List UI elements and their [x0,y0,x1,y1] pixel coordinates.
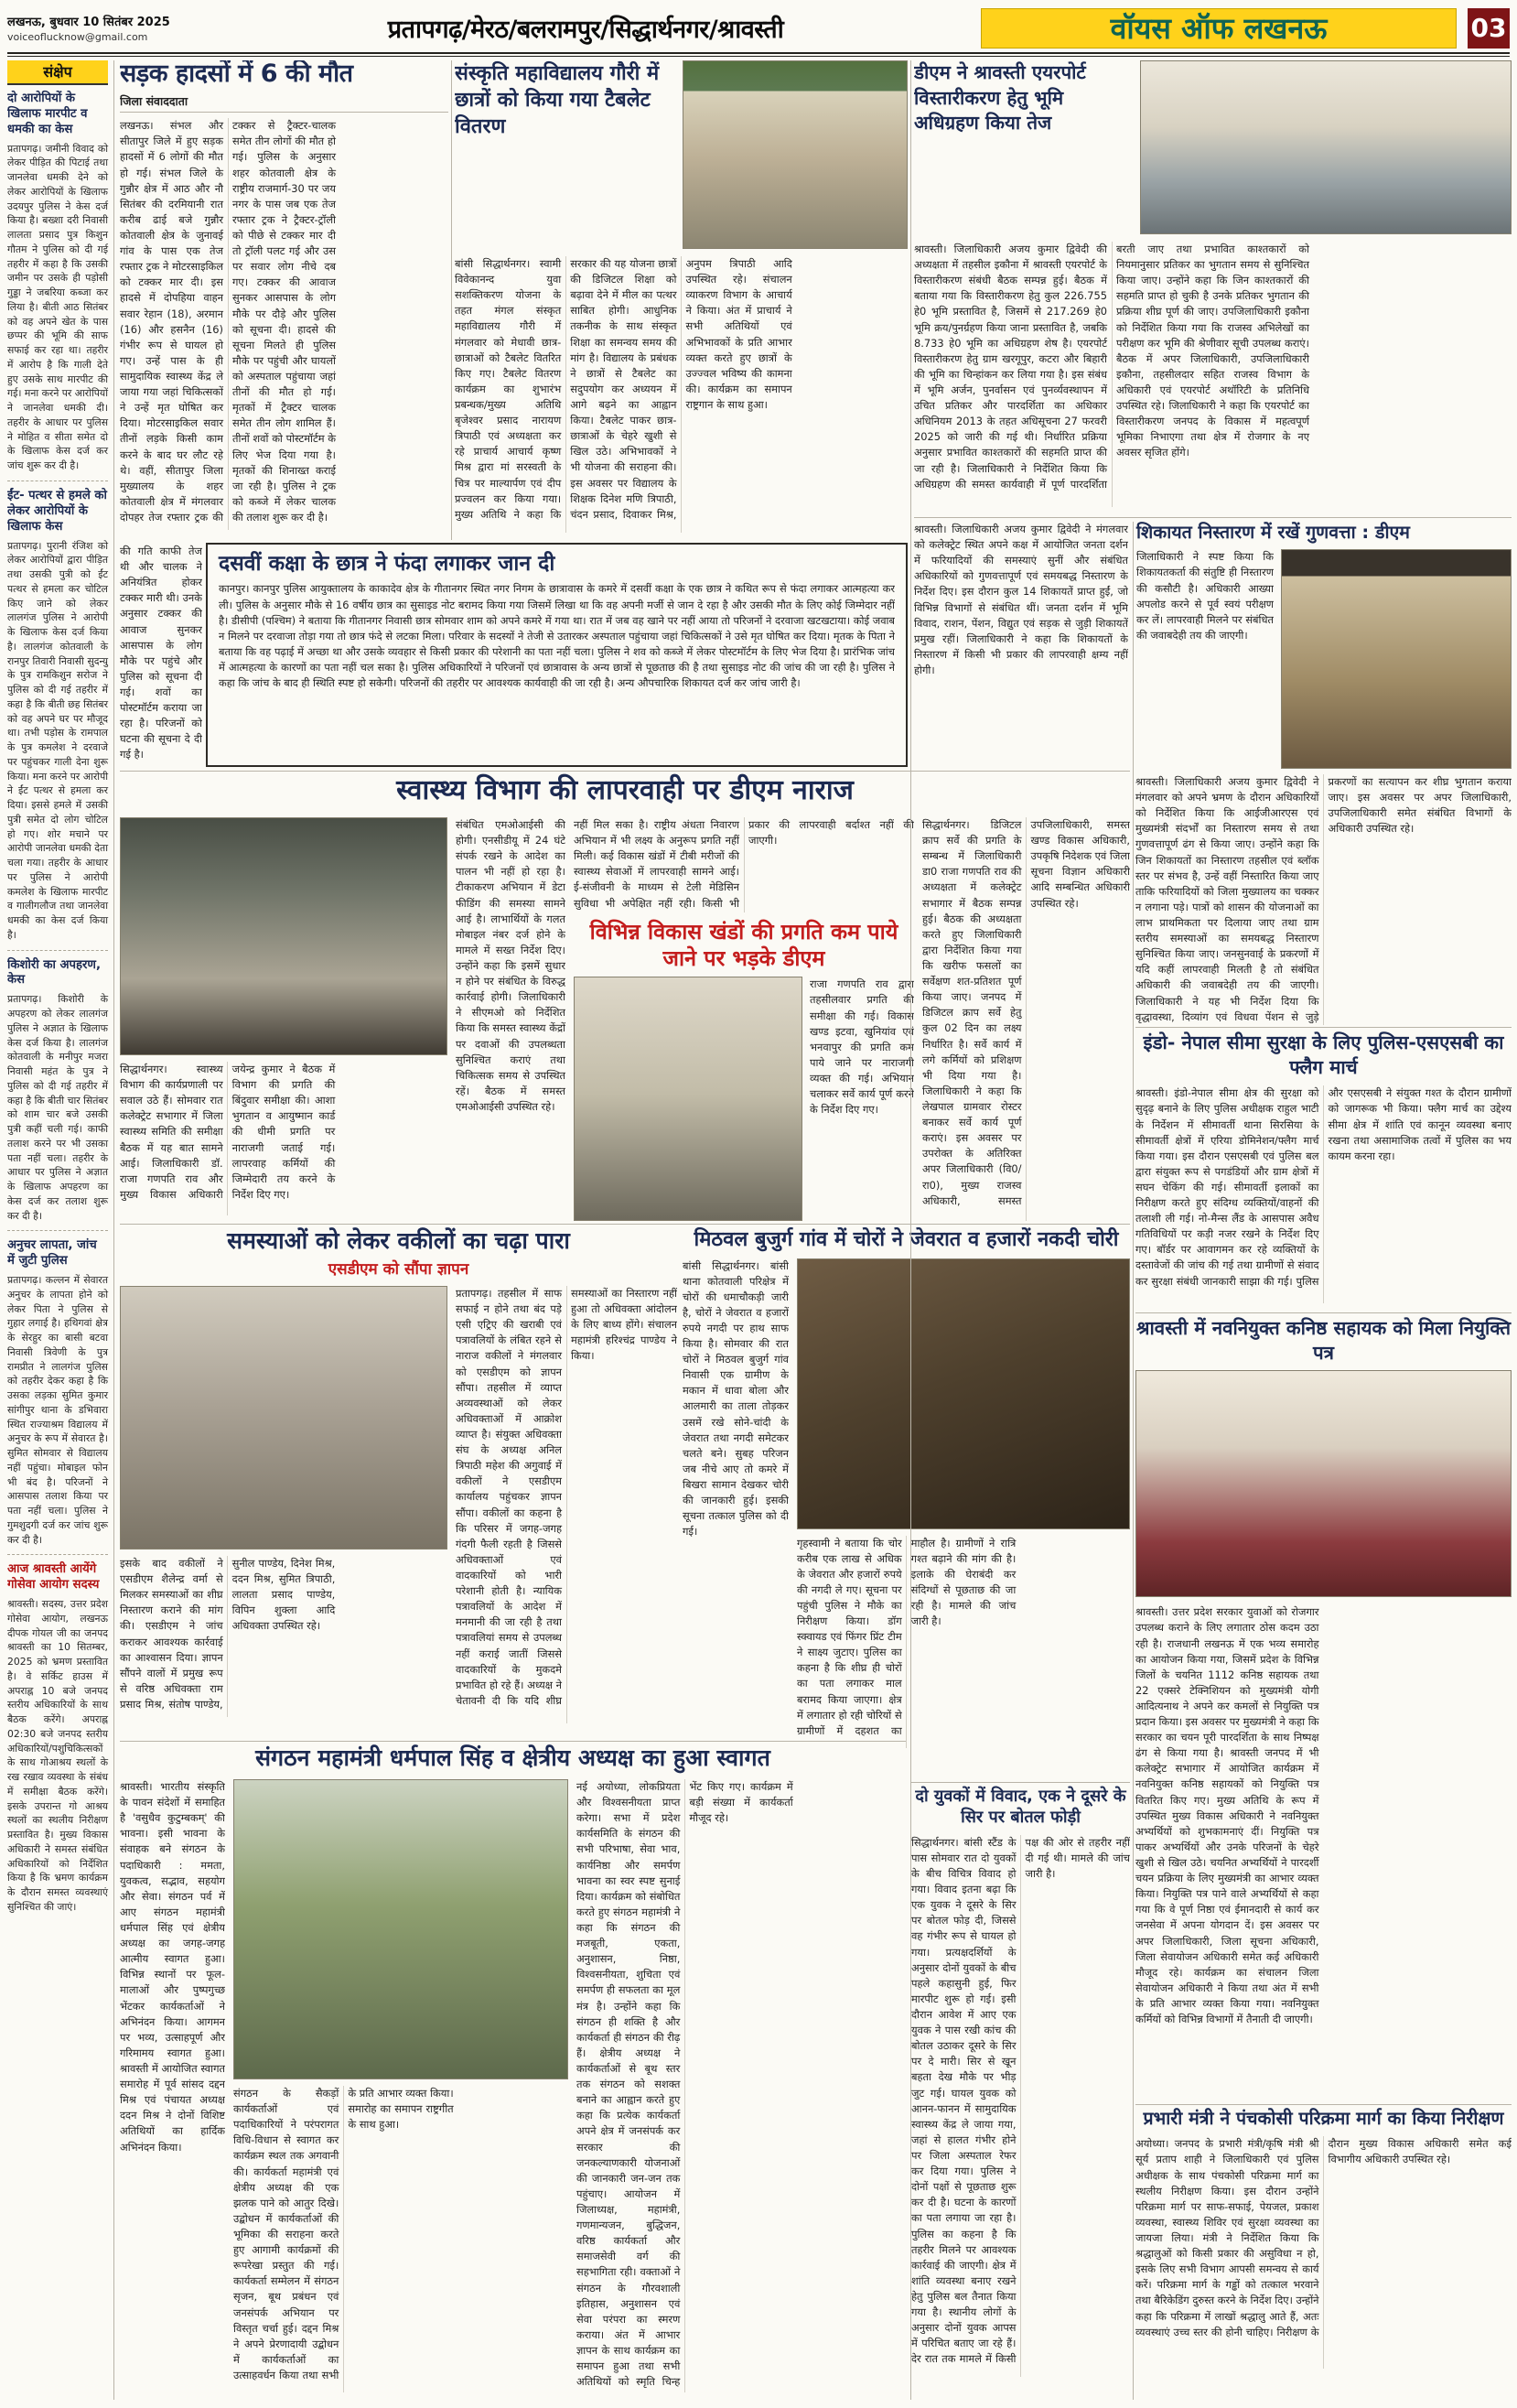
health-body-mid-column: संबंधित एमओआईसी की होगी। एनसीडीयू में 24 घंटे संपर्क रखने के आदेश का पालन भी नहीं हो रहा है। टीकाकरण अभियान में डेटा फीडिंग की समस्या सामने आई है। लाभार्थियों के गलत मोबाइल नंबर दर्ज होने के मामले में सख्त निर्देश दिए। उन्होंने कहा कि इसमें सुधार न होने पर संबंधित के विरुद्ध कार्रवाई होगी। जिलाधिकारी ने सीएमओ को निर्देशित किया कि समस्त स्वास्थ्य केंद्रों पर दवाओं की उपलब्धता सुनिश्चित कराएं तथा चिकित्सक समय से उपस्थित रहें। बैठक में समस्त एमओआईसी उपस्थित रहे। [456,818,565,1113]
brief-item [7,1562,108,1914]
theft-right-block [797,1258,1130,1748]
appointment-letter-photo [1135,1370,1512,1597]
brief-separator [7,950,108,951]
row-divider [120,1741,906,1742]
column-divider [451,60,452,540]
brief-item [7,1238,108,1547]
article-headline: श्रावस्ती में नवनियुक्त कनिष्ठ सहायक को मिला नियुक्ति पत्र [1135,1317,1511,1364]
welcome-mid-block [233,1779,568,2392]
article-minister-inspection [1135,2107,1512,2400]
article-headline: इंडो- नेपाल सीमा सुरक्षा के लिए पुलिस-एसएसबी का फ्लैग मार्च [1143,1031,1504,1078]
health-left-column [120,817,447,1221]
lawyers-body-right: प्रतापगढ़। तहसील में साफ सफाई न होने तथा बंद पड़े एसी एट्रिए की खराबी एवं पत्रावलियों के लंबित रहने से नाराज वकीलों ने मंगलवार को एसडीएम को ज्ञापन सौंपा। तहसील में व्याप्त अव्यवस्थाओं को लेकर अधिवक्ताओं में आक्रोश व्याप्त है। संयुक्त अधिवक्ता संघ के अध्यक्ष अनिल त्रिपाठी महेश की अगुवाई में वकीलों ने एसडीएम कार्यालय पहुंचकर ज्ञापन सौंपा। वकीलों का कहना है कि परिसर में जगह-जगह गंदगी फैली रहती है जिससे अधिवक्ताओं एवं वादकारियों को भारी परेशानी होती है। न्यायिक पत्रावलियों के आदेश में मनमानी की जा रही है तथा पत्रावलियां समय से उपलब्ध नहीं कराई जातीं जिससे वादकारियों के मुकदमे प्रभावित हो रहे हैं। अध्यक्ष ने चेतावनी दी कि यदि शीघ्र समस्याओं का निस्तारण नहीं हुआ तो अधिवक्ता आंदोलन के लिए बाध्य होंगे। संचालन महामंत्री हरिश्चंद्र पाण्डेय ने किया। [456,1287,677,1707]
article-body: कानपुर। कानपुर पुलिस आयुक्तालय के काकादेव क्षेत्र के गीतानगर स्थित नगर निगम के छात्रावास के कमरे में दसवीं कक्षा के एक छात्र ने कथित रूप से फंदा लगाकर आत्महत्या कर ली। पुलिस के अनुसार मौके से 16 वर्षीय छात्र का सुसाइड नोट बरामद किया गया जिसमें लिखा था कि वह अपनी मर्जी से जान दे रहा है और उसकी मौत के लिए कोई जिम्मेदार नहीं है। डीसीपी (पश्चिम) ने बताया कि गीतानगर निवासी छात्र सोमवार शाम को अपने कमरे में गया था। रात में जब वह खाने पर नहीं आया तो परिजनों ने दरवाजा खटखटाया। कोई जवाब न मिलने पर दरवाजा तोड़ा गया तो छात्र फंदे से लटका मिला। परिवार के सदस्यों ने तेजी से उतारकर अस्पताल पहुंचाया जहां चिकित्सकों ने उसे मृत घोषित कर दिया। मृतक के पिता ने बताया कि वह पढ़ाई में अच्छा था और उसके व्यवहार से किसी प्रकार की परेशानी का पता नहीं चला। पुलिस ने शव को कब्जे में लेकर पोस्टमॉर्टम के लिए भेज दिया है। प्रारंभिक जांच में आत्महत्या के कारणों का पता नहीं चल सका है। पुलिस अधिकारियों ने परिजनों एवं छात्रावास के अन्य छात्रों से पूछताछ की है तथा सुसाइड नोट की जांच की जा रही है। पुलिस ने कहा कि जांच के बाद ही स्थिति स्पष्ट हो सकेगी। परिजनों की तहरीर पर आवश्यक कार्यवाही की जा रही है। अन्य औपचारिक शिकायत दर्ज कर जांच जारी है। [219,582,895,690]
date-text: लखनऊ, बुधवार 10 सितंबर 2025 [7,16,170,29]
masthead [981,8,1457,49]
header-rule-thick [7,52,1510,54]
welcome-garland-photo [233,1779,568,2079]
article-health-dev-row [120,817,1130,1221]
page-header [7,5,1510,50]
article-tablet-distribution [455,60,908,542]
article-content [120,1779,906,2392]
article-road-accident [120,60,448,542]
airport-meeting-photo [1140,60,1512,234]
article-headline: दसवीं कक्षा के छात्र ने फंदा लगाकर जान दी [219,552,555,576]
article-headline-health: स्वास्थ्य विभाग की लापरवाही पर डीएम नाराज [396,774,854,806]
brief-separator [7,1230,108,1231]
row-divider [911,1782,1130,1783]
brief-body: प्रतापगढ़। जमीनी विवाद को लेकर पीड़ित की पिटाई तथा जानलेवा धमकी देने को लेकर आरोपियों के खिलाफ उदयपुर पुलिस ने केस दर्ज किया है। बख्शा दरी निवासी लालता प्रसाद पुत्र किशुन गौतम ने पुलिस को दी गई तहरीर में कहा है कि उसकी जमीन पर उसके ही पड़ोसी गुड्डा ने जबरिया कब्जा कर लिया है। बीती आठ सितंबर को वह अपने खेत के पास छप्पर की भूमि की साफ सफाई कर रहा था। तहरीर में आरोप है कि गाली देते हुए उसके साथ मारपीट की गई। मना करने पर आरोपियों ने जानलेवा धमकी दी। तहरीर के आधार पर पुलिस ने मोहित व सीता समेत दो के खिलाफ केस दर्ज कर जांच शुरू कर दी है। [7,142,108,472]
health-meeting-photo [120,817,447,1055]
article-lawyers-protest [120,1227,677,1739]
article-photo-row [1136,549,1512,769]
row-divider [120,771,1130,772]
lawyers-body-below-photo: इसके बाद वकीलों ने एसडीएम शैलेन्द्र वर्मा से मिलकर समस्याओं का शीघ्र निस्तारण कराने की मांग की। एसडीएम ने जांच कराकर आवश्यक कार्रवाई का आश्वासन दिया। ज्ञापन सौंपने वालों में प्रमुख रूप से वरिष्ठ अधिवक्ता राम प्रसाद मिश्र, संतोष पाण्डेय, सुनील पाण्डेय, दिनेश मिश्र, ददन मिश्र, सुमित त्रिपाठी, लालता प्रसाद पाण्डेय, विपिन शुक्ला आदि अधिवक्ता उपस्थित रहे। [120,1557,336,1711]
lawyers-left-block [120,1286,447,1723]
dev-photo-row [574,977,914,1221]
brief-item [7,489,108,943]
brief-item [7,958,108,1224]
health-body-top-strip: नहीं मिल सका है। राष्ट्रीय अंधता निवारण अभियान में भी लक्ष्य के अनुरूप प्रगति नहीं मिली। कई विकास खंडों में टीबी मरीजों की स्वास्थ्य सेवाओं में लापरवाही सामने आई। ई-संजीवनी के माध्यम से टेली मेडिसिन सुविधा भी अपेक्षित नहीं रही। किसी भी प्रकार की लापरवाही बर्दाश्त नहीं की जाएगी। [574,818,914,910]
health-body-below-photo: सिद्धार्थनगर। स्वास्थ्य विभाग की कार्यप्रणाली पर सवाल उठे हैं। सोमवार रात कलेक्ट्रेट सभागार में जिला स्वास्थ्य समिति की समीक्षा बैठक में यह बात सामने आई। जिलाधिकारी डॉ. राजा गणपति राव और मुख्य विकास अधिकारी जयेन्द्र कुमार ने बैठक में विभाग की प्रगति की बिंदुवार समीक्षा की। आशा भुगतान व आयुष्मान कार्ड की धीमी प्रगति पर नाराजगी जताई गई। लापरवाह कर्मियों की जिम्मेदारी तय करने के निर्देश दिए गए। [120,1063,336,1201]
article-headline: संगठन महामंत्री धर्मपाल सिंह व क्षेत्रीय अध्यक्ष का हुआ स्वागत [255,1744,770,1771]
dm-office-photo [1281,549,1512,769]
welcome-body-below-photo: संगठन के सैकड़ों कार्यकर्ताओं एवं पदाधिकारियों ने परंपरागत विधि-विधान से स्वागत कर कार्यक्रम स्थल तक अगवानी की। कार्यकर्ता महामंत्री एवं क्षेत्रीय अध्यक्ष की एक झलक पाने को आतुर दिखे। उद्बोधन में कार्यकर्ताओं की भूमिका की सराहना करते हुए आगामी कार्यक्रमों की रूपरेखा प्रस्तुत की गई। कार्यकर्ता सम्मेलन में संगठन सृजन, बूथ प्रबंधन एवं जनसंपर्क अभियान पर विस्तृत चर्चा हुई। दद्दन मिश्र ने अपने प्रेरणादायी उद्बोधन में कार्यकर्ताओं का उत्साहवर्धन किया तथा सभी के प्रति आभार व्यक्त किया। समारोह का समापन राष्ट्रगीत के साथ हुआ। [233,2087,454,2381]
article-headline: शिकायत निस्तारण में रखें गुणवत्ता : डीएम [1136,522,1410,543]
column-divider [1133,522,1134,2400]
article-headline: संस्कृति महाविद्यालय गौरी में छात्रों को किया गया टैबलेट वितरण [455,62,660,139]
article-airport-expansion [914,60,1512,514]
article-body-mid: जिलाधिकारी ने स्पष्ट किया कि शिकायतकर्ता की संतुष्टि ही निस्तारण की कसौटी है। अधिकारी आख्या अपलोड करने से पूर्व स्वयं परीक्षण कर लें। लापरवाही मिलने पर संबंधित की जवाबदेही तय की जाएगी। [1136,550,1274,642]
brief-item [7,92,108,473]
row-divider [1135,1027,1512,1028]
article-bottle-fight [911,1786,1130,2400]
brief-headline: अनुचर लापता, जांच में जुटी पुलिस [7,1238,97,1269]
article-body: श्रावस्ती। उत्तर प्रदेश सरकार युवाओं को रोजगार उपलब्ध कराने के लिए लगातार ठोस कदम उठा रही है। राजधानी लखनऊ में एक भव्य समारोह का आयोजन किया गया, जिसमें प्रदेश के विभिन्न जिलों के चयनित 1112 कनिष्ठ सहायक तथा 22 एक्सरे टेक्निशियन को मुख्यमंत्री योगी आदित्यनाथ ने अपने कर कमलों से नियुक्ति पत्र प्रदान किया। इस अवसर पर मुख्यमंत्री ने कहा कि सरकार का चयन पूरी पारदर्शिता के साथ निष्पक्ष ढंग से किया गया है। श्रावस्ती जनपद में भी कलेक्ट्रेट सभागार में आयोजित कार्यक्रम में नवनियुक्त कनिष्ठ सहायकों को नियुक्ति पत्र वितरित किए गए। मुख्य अतिथि के रूप में उपस्थित मुख्य विकास अधिकारी ने नवनियुक्त अभ्यर्थियों को शुभकामनाएं दीं। नियुक्ति पत्र पाकर अभ्यर्थियों और उनके परिजनों के चेहरे खुशी से खिल उठे। चयनित अभ्यर्थियों ने पारदर्शी चयन प्रक्रिया के लिए मुख्यमंत्री का आभार व्यक्त किया। नियुक्ति पत्र पाने वाले अभ्यर्थियों से कहा गया कि वे पूर्ण निष्ठा एवं ईमानदारी से कार्य कर जनसेवा में अपना योगदान दें। इस अवसर पर अपर जिलाधिकारी, जिला सूचना अधिकारी, जिला सेवायोजन अधिकारी समेत कई अधिकारी मौजूद रहे। कार्यक्रम का संचालन जिला सेवायोजन अधिकारी ने किया तथा अंत में सभी के प्रति आभार व्यक्त किया गया। नवनियुक्त कर्मियों को विभिन्न विभागों में तैनाती दी जाएगी। [1135,1605,1319,2026]
article-headline: मिठवल बुजुर्ग गांव में चोरों ने जेवरात व हजारों नकदी चोरी [694,1228,1119,1251]
row-divider [1135,2104,1512,2105]
cities-strip: प्रतापगढ़/मेरठ/बलरामपुर/सिद्धार्थनगर/श्रावस्ती [387,16,784,44]
brief-body: प्रतापगढ़। किशोरी के अपहरण को लेकर लालगंज पुलिस ने अज्ञात के खिलाफ केस दर्ज किया है। लालगंज कोतवाली के मनीपुर मजरा निवासी महंत के पुत्र ने पुलिस को दी गई तहरीर में कहा है कि बीती चार सितंबर को शाम चार बजे उसकी पुत्री कहीं चली गई। काफी तलाश करने पर भी उसका पता नहीं चला। तहरीर के आधार पर पुलिस ने अज्ञात के खिलाफ अपहरण का केस दर्ज कर तलाश शुरू कर दी है। [7,993,108,1222]
dateline-block [7,13,190,43]
article-body-left: श्रावस्ती। जिलाधिकारी अजय कुमार द्विवेदी ने मंगलवार को कलेक्ट्रेट स्थित अपने कक्ष में आयोजित जनता दर्शन में फरियादियों की समस्याएं सुनीं और संबंधित अधिकारियों को गुणवत्तापूर्ण एवं समयबद्ध निस्तारण के निर्देश दिए। इस दौरान कुल 14 शिकायतें प्राप्त हुईं, जो विभिन्न विभागों से संबंधित थीं। जनता दर्शन में भूमि विवाद, राशन, पेंशन, विद्युत एवं सड़क से जुड़ी शिकायतें प्रमुख रहीं। जिलाधिकारी ने कहा कि शिकायतों के निस्तारण में किसी भी प्रकार की लापरवाही क्षम्य नहीं होगी। [914,523,1128,676]
tablet-distribution-photo [683,60,908,249]
brief-body: श्रावस्ती। सदस्य, उत्तर प्रदेश गोसेवा आयोग, लखनऊ दीपक गोयल जी का जनपद श्रावस्ती का 10 सितम्बर, 2025 को भ्रमण प्रस्तावित है। वे सर्किट हाउस में अपराह्न 10 बजे जनपद स्तरीय अधिकारियों के साथ बैठक करेंगे। अपराह्न 02:30 बजे जनपद स्तरीय अधिकारियों/पशुचिकित्सकों के साथ गोआश्रय स्थलों के रख रखाव व्यवस्था के संबंध में समीक्षा बैठक करेंगे। इसके उपरान्त गो आश्रय स्थलों का स्थलीय निरीक्षण प्रस्तावित है। मुख्य विकास अधिकारी ने समस्त संबंधित अधिकारियों को निर्देशित किया है कि भ्रमण कार्यक्रम के दौरान समस्त व्यवस्थाएं सुनिश्चित की जाएं। [7,1598,108,1913]
article-headline: प्रभारी मंत्री ने पंचकोसी परिक्रमा मार्ग का किया निरीक्षण [1143,2108,1504,2129]
welcome-body-left: श्रावस्ती। भारतीय संस्कृति के पावन संदेशों में समाहित है 'वसुधैव कुटुम्बकम्' की भावना। इसी भावना के संवाहक बने संगठन के पदाधिकारी : ममता, युवकत्व, सद्भाव, सहयोग और सेवा। संगठन पर्व में आए संगठन महामंत्री धर्मपाल सिंह एवं क्षेत्रीय अध्यक्ष का जगह-जगह आत्मीय स्वागत हुआ। विभिन्न स्थानों पर फूल-मालाओं और पुष्पगुच्छ भेंटकर कार्यकर्ताओं ने अभिनंदन किया। आगमन पर भव्य, उत्साहपूर्ण और गरिमामय स्वागत हुआ। श्रावस्ती में आयोजित स्वागत समारोह में पूर्व सांसद दद्दन मिश्र एवं पंचायत अध्यक्ष ददन मिश्र ने दोनों विशिष्ट अतिथियों का हार्दिक अभिनंदन किया। [120,1780,225,2154]
article-content [120,1286,677,1723]
brief-body: प्रतापगढ़। कल्लन में सेवारत अनुचर के लापता होने को लेकर पिता ने पुलिस से गुहार लगाई है। हथिगवां क्षेत्र के सेरहुर का बासी बटवा निवासी त्रिवेणी के पुत्र रामप्रीत ने लालगंज पुलिस को तहरीर देकर कहा है कि उसका लड़का सुमित कुमार सांगीपुर थाना के डभिवारा स्थित राज्याश्रम विद्यालय में अनुचर के रूप में सेवारत है। सुमित सोमवार से विद्यालय नहीं पहुंचा। मोबाइल फोन भी बंद है। परिजनों ने आसपास तलाश किया पर पता नहीं चला। पुलिस ने गुमशुदगी दर्ज कर जांच शुरू कर दी है। [7,1274,108,1546]
article-headline: सड़क हादसों में 6 की मौत [120,60,353,88]
dev-body-right: सिद्धार्थनगर। डिजिटल क्राप सर्वे की प्रगति के सम्बन्ध में जिलाधिकारी डा0 राजा गणपति राव की अध्यक्षता में कलेक्ट्रेट सभागार में बैठक सम्पन्न हुई। बैठक की अध्यक्षता करते हुए जिलाधिकारी द्वारा निर्देशित किया गया कि खरीफ फसलों का सर्वेक्षण शत-प्रतिशत पूर्ण किया जाए। जनपद में डिजिटल क्राप सर्वे हेतु कुल 02 दिन का लक्ष्य निर्धारित है। सर्वे कार्य में लगे कर्मियों को प्रशिक्षण भी दिया गया है। जिलाधिकारी ने कहा कि लेखपाल ग्रामवार रोस्टर बनाकर सर्वे कार्य पूर्ण कराएं। इस अवसर पर उपरोक्त के अतिरिक्त अपर जिलाधिकारी (वि0/रा0), मुख्य राजस्व अधिकारी, समस्त उपजिलाधिकारी, समस्त खण्ड विकास अधिकारी, उपकृषि निदेशक एवं जिला सूचना विज्ञान अधिकारी आदि सम्बन्धित अधिकारी उपस्थित रहे। [922,818,1130,1207]
article-complaint-quality [914,522,1512,769]
row-divider [120,1224,1130,1225]
article-top-row [455,60,908,249]
row-divider [914,517,1512,518]
article-student-suicide [206,543,908,767]
masthead-title: वॉयस ऑफ लखनऊ [1110,11,1328,46]
article-body: श्रावस्ती। इंडो-नेपाल सीमा क्षेत्र की सुरक्षा को सुदृढ़ बनाने के लिए पुलिस अधीक्षक राहुल भाटी के निर्देशन में सीमावर्ती थाना सिरसिया के सीमावर्ती क्षेत्रों में एरिया डोमिनेशन/फ्लैग मार्च किया गया। इस दौरान एसएसबी एवं पुलिस बल द्वारा संयुक्त रूप से पगडंडियों और ग्राम क्षेत्रों में सघन चेकिंग की गई। सीमावर्ती इलाकों का निरीक्षण करते हुए संदिग्ध व्यक्तियों/वाहनों की तलाशी ली गई। नो-मैन्स लैंड के आसपास अवैध गतिविधियों पर कड़ी नजर रखने के निर्देश दिए गए। बॉर्डर पर आवागमन कर रहे व्यक्तियों के दस्तावेजों की जांच की गई तथा ग्रामीणों से संवाद कर सुरक्षा संबंधी जानकारी साझा की गई। पुलिस और एसएसबी ने संयुक्त गश्त के दौरान ग्रामीणों को जागरूक भी किया। फ्लैग मार्च का उद्देश्य सीमा क्षेत्र में शांति एवं कानून व्यवस्था बनाए रखना तथा असामाजिक तत्वों में पुलिस का भय कायम करना रहा। [1135,1086,1512,1288]
welcome-body-right: नई अयोध्या, लोकप्रियता और विश्वसनीयता प्राप्त करेगा। सभा में प्रदेश कार्यसमिति के संगठन की सभी परिभाषा, सेवा भाव, कार्यनिष्ठा और समर्पण भावना का स्वर स्पष्ट सुनाई दिया। कार्यक्रम को संबोधित करते हुए संगठन महामंत्री ने कहा कि संगठन की मजबूती, एकता, अनुशासन, निष्ठा, विश्वसनीयता, शुचिता एवं समर्पण ही सफलता का मूल मंत्र है। उन्होंने कहा कि संगठन ही शक्ति है और कार्यकर्ता ही संगठन की रीढ़ हैं। क्षेत्रीय अध्यक्ष ने कार्यकर्ताओं से बूथ स्तर तक संगठन को सशक्त बनाने का आह्वान करते हुए कहा कि प्रत्येक कार्यकर्ता अपने क्षेत्र में जनसंपर्क कर सरकार की जनकल्याणकारी योजनाओं की जानकारी जन-जन तक पहुंचाए। आयोजन में जिलाध्यक्ष, महामंत्री, गणमान्यजन, बुद्धिजन, वरिष्ठ कार्यकर्ता और समाजसेवी वर्ग की सहभागिता रही। वक्ताओं ने संगठन के गौरवशाली इतिहास, अनुशासन एवं सेवा परंपरा का स्मरण कराया। अंत में आभार ज्ञापन के साथ कार्यक्रम का समापन हुआ तथा सभी अतिथियों को स्मृति चिन्ह भेंट किए गए। कार्यक्रम में बड़ी संख्या में कार्यकर्ता मौजूद रहे। [576,1780,793,2389]
theft-body-left: बांसी सिद्धार्थनगर। बांसी थाना कोतवाली परिक्षेत्र में चोरों की धमाचौकड़ी जारी है, चोरों ने जेवरात व हजारों रुपये नगदी पर हाथ साफ किया है। सोमवार की रात चोरों ने मिठवल बुजुर्ग गांव निवासी एक ग्रामीण के मकान में धावा बोला और आलमारी का ताला तोड़कर उसमें रखे सोने-चांदी के जेवरात तथा नगदी समेटकर चलते बने। सुबह परिजन जब नीचे आए तो कमरे में बिखरा सामान देखकर चोरी की जानकारी हुई। इसकी सूचना तत्काल पुलिस को दी गई। [683,1258,789,1539]
article-body: श्रावस्ती। जिलाधिकारी अजय कुमार द्विवेदी की अध्यक्षता में तहसील इकौना में श्रावस्ती एयरपोर्ट के विस्तारीकरण संबंधी बैठक सम्पन्न हुई। बैठक में बताया गया कि विस्तारीकरण हेतु कुल 226.755 हे0 भूमि प्रस्तावित है, जिसमें से 217.269 हे0 भूमि क्रय/पुनर्ग्रहण किया जाना प्रस्तावित है, जबकि 8.733 हे0 भूमि का अधिग्रहण शेष है। एयरपोर्ट विस्तारीकरण हेतु ग्राम खरगूपुर, कटरा और बिहारी की भूमि का चिन्हांकन कर लिया गया है। इस संबंध में भूमि अर्जन, पुनर्वासन एवं पुनर्व्यवस्थापन में उचित प्रतिकर और पारदर्शिता का अधिकार अधिनियम 2013 के तहत अधिसूचना 27 फरवरी 2025 को जारी की गई थी। निर्धारित प्रक्रिया अनुसार प्रभावित काश्तकारों की सहमति प्राप्त की जा रही है। जिलाधिकारी ने निर्देशित किया कि अधिग्रहण की समस्त कार्यवाही में पूर्ण पारदर्शिता बरती जाए तथा प्रभावित काश्तकारों को नियमानुसार प्रतिकर का भुगतान समय से सुनिश्चित किया जाए। उन्होंने कहा कि जिन काश्तकारों की सहमति प्राप्त हो चुकी है उनके प्रतिकर भुगतान की प्रक्रिया शीघ्र पूर्ण की जाए। उपजिलाधिकारी इकौना को निर्देशित किया गया कि राजस्व अभिलेखों का परीक्षण कर भूमि की श्रेणीवार सूची उपलब्ध कराएं। बैठक में अपर जिलाधिकारी, उपजिलाधिकारी इकौना, तहसीलदार सहित राजस्व विभाग के अधिकारी एवं एयरपोर्ट अथॉरिटी के प्रतिनिधि उपस्थित रहे। जिलाधिकारी ने कहा कि एयरपोर्ट का विस्तारीकरण जनपद के विकास में महत्वपूर्ण भूमिका निभाएगा तथा क्षेत्र में रोजगार के नए अवसर सृजित होंगे। [914,243,1309,491]
brief-column [7,60,114,2400]
brief-headline: किशोरी का अपहरण, केस [7,957,101,988]
article-dev-blocks [574,817,1130,1221]
article-right-block [1136,522,1512,769]
article-complaint-continuation: श्रावस्ती। जिलाधिकारी अजय कुमार द्विवेदी ने मंगलवार को अपने भ्रमण के दौरान अधिकारियों को निर्देशित किया कि आईजीआरएस एवं मुख्यमंत्री संदर्भों का निस्तारण समय से तथा गुणवत्तापूर्ण ढंग से किया जाए। उन्होंने कहा कि जिन शिकायतों का निस्तारण तहसील एवं ब्लॉक स्तर पर संभव है, उन्हें वहीं निस्तारित किया जाए ताकि फरियादियों को जिला मुख्यालय का चक्कर न लगाना पड़े। पात्रों को शासन की योजनाओं का लाभ प्राथमिकता पर दिलाया जाए तथा ग्राम स्तरीय समस्याओं का समयबद्ध निस्तारण सुनिश्चित किया जाए। जनसुनवाई के प्रकरणों में यदि कहीं लापरवाही मिलती है तो संबंधित अधिकारी की जवाबदेही तय की जाएगी। जिलाधिकारी ने यह भी निर्देश दिया कि वृद्धावस्था, दिव्यांग एवं विधवा पेंशन से जुड़े प्रकरणों का सत्यापन कर शीघ्र भुगतान कराया जाए। इस अवसर पर अपर जिलाधिकारी, उपजिलाधिकारी समेत संबंधित विभागों के अधिकारी उपस्थित रहे। [1135,775,1512,1023]
brief-body: प्रतापगढ़। पुरानी रंजिश को लेकर आरोपियों द्वारा पीड़ित तथा उसकी पुत्री को ईंट पत्थर से हमला कर चोटिल किए जाने को लेकर लालगंज पुलिस ने आरोपी के खिलाफ केस दर्ज किया है। लालगंज कोतवाली के रानपुर तिवारी निवासी सुदन्यु के पुत्र रामकिशुन सरोज ने पुलिस को दी गई तहरीर में कहा है कि बीती छह सितंबर को वह अपने घर पर मौजूद था। तभी पड़ोस के रामपाल के पुत्र कमलेश ने दरवाजे पर पहुंचकर गाली देना शुरू किया। मना करने पर आरोपी ने ईंट पत्थर से हमला कर दिया। इससे हमले में उसकी पुत्री समेत दो लोग चोटिल हो गए। शोर मचाने पर आरोपी जानलेवा धमकी देता चला गया। तहरीर के आधार पर पुलिस ने आरोपी कमलेश के खिलाफ मारपीट व गालीगलौज तथा जानलेवा धमकी का केस दर्ज किया है। [7,539,108,941]
article-body: बांसी सिद्धार्थनगर। स्वामी विवेकानन्द युवा सशक्तिकरण योजना के तहत मंगल संस्कृत महाविद्यालय गौरी में मंगलवार को मेधावी छात्र-छात्राओं को टैबलेट वितरित किए गए। टैबलेट वितरण कार्यक्रम का शुभारंभ प्रबन्धक/मुख्य अतिथि बृजेश्वर प्रसाद नारायण त्रिपाठी एवं अध्यक्षता कर रहे प्राचार्य आचार्य कृष्ण मिश्र द्वारा मां सरस्वती के चित्र पर माल्यार्पण एवं दीप प्रज्वलन कर किया गया। मुख्य अतिथि ने कहा कि सरकार की यह योजना छात्रों की डिजिटल शिक्षा को बढ़ावा देने में मील का पत्थर साबित होगी। आधुनिक तकनीक के साथ संस्कृत शिक्षा का समन्वय समय की मांग है। विद्यालय के प्रबंधक ने छात्रों से टैबलेट का सदुपयोग कर अध्ययन में आगे बढ़ने का आह्वान किया। टैबलेट पाकर छात्र-छात्राओं के चेहरे खुशी से खिल उठे। अभिभावकों ने भी योजना की सराहना की। इस अवसर पर विद्यालय के शिक्षक दिनेश मणि त्रिपाठी, चंदन प्रसाद, दिवाकर मिश्र, अनुपम त्रिपाठी आदि उपस्थित रहे। संचालन व्याकरण विभाग के आचार्य ने किया। अंत में प्राचार्य ने सभी अतिथियों एवं अभिभावकों के प्रति आभार व्यक्त करते हुए छात्रों के उज्ज्वल भविष्य की कामना की। कार्यक्रम का समापन राष्ट्रगान के साथ हुआ। [455,257,792,521]
dev-body-side: राजा गणपति राव द्वारा तहसीलवार प्रगति की समीक्षा की गई। विकास खण्ड इटवा, खुनियांव एवं भनवापुर की प्रगति कम पाये जाने पर नाराजगी व्यक्त की गई। अभियान चलाकर सर्वे कार्य पूर्ण करने के निर्देश दिए गए। [810,977,914,1117]
theft-body-below-photo: गृहस्वामी ने बताया कि चोर करीब एक लाख से अधिक के जेवरात और हजारों रुपये की नगदी ले गए। सूचना पर पहुंची पुलिस ने मौके का निरीक्षण किया। डॉग स्क्वायड एवं फिंगर प्रिंट टीम ने साक्ष्य जुटाए। पुलिस का कहना है कि शीघ्र ही चोरों का पता लगाकर माल बरामद किया जाएगा। क्षेत्र में लगातार हो रही चोरियों से ग्रामीणों में दहशत का माहौल है। ग्रामीणों ने रात्रि गश्त बढ़ाने की मांग की है। इलाके की घेराबंदी कर संदिग्धों से पूछताछ की जा रही है। मामले की जांच जारी है। [797,1536,1017,1737]
lawyers-memorandum-photo [120,1286,447,1550]
article-headline: समस्याओं को लेकर वकीलों का चढ़ा पारा [227,1227,570,1254]
row-divider [1135,1312,1512,1313]
byline: जिला संवाददाता [120,93,448,113]
article-headline: दो युवकों में विवाद, एक ने दूसरे के सिर पर बोतल फोड़ी [915,1787,1126,1828]
brief-headline: दो आरोपियों के खिलाफ मारपीट व धमकी का केस [7,92,88,136]
article-content [683,1258,1130,1748]
article-headline: डीएम ने श्रावस्ती एयरपोर्ट विस्तारीकरण हेतु भूमि अधिग्रहण किया तेज [914,61,1086,135]
article-indo-nepal-flag-march [1135,1031,1512,1311]
article-subhead: एसडीएम को सौंपा ज्ञापन [328,1260,469,1279]
theft-scene-photo [797,1258,1130,1529]
brief-headline: आज श्रावस्ती आयेंगे गोसेवा आयोग सदस्य [7,1562,100,1593]
article-body: लखनऊ। संभल और सीतापुर जिले में हुए सड़क हादसों में 6 लोगों की मौत हो गई। संभल जिले के गुन्नौर क्षेत्र में आठ और नौ सितंबर की दरमियानी रात करीब ढाई बजे गुन्नौर कोतवाली क्षेत्र के जुनावई गांव के पास एक तेज रफ्तार ट्रक ने मोटरसाइकिल को टक्कर मार दी। इस हादसे में दोपहिया वाहन सवार रेहान (18), अरमान (16) और हसनैन (16) गंभीर रूप से घायल हो गए। उन्हें पास के ही सामुदायिक स्वास्थ्य केंद्र ले जाया गया जहां चिकित्सकों ने उन्हें मृत घोषित कर दिया। मोटरसाइकिल सवार तीनों लड़के किसी काम करने के बाद घर लौट रहे थे। वहीं, सीतापुर जिला मुख्यालय के शहर कोतवाली क्षेत्र में मंगलवार दोपहर तेज रफ्तार ट्रक की टक्कर से ट्रैक्टर-चालक समेत तीन लोगों की मौत हो गई। पुलिस के अनुसार शहर कोतवाली क्षेत्र के राष्ट्रीय राजमार्ग-30 पर जय नगर के पास जब एक तेज रफ्तार ट्रक ने ट्रैक्टर-ट्रॉली को पीछे से टक्कर मार दी तो ट्रॉली पलट गई और उस पर सवार लोग नीचे दब गए। टक्कर की आवाज सुनकर आसपास के लोग मौके पर दौड़े और पुलिस को सूचना दी। हादसे की सूचना मिलते ही पुलिस मौके पर पहुंची और घायलों को अस्पताल पहुंचाया जहां तीनों की मौत हो गई। मृतकों में ट्रैक्टर चालक समेत तीन लोग शामिल हैं। तीनों शवों को पोस्टमॉर्टम के लिए भेज दिया गया है। मृतकों की शिनाख्त कराई जा रही है। पुलिस ने ट्रक को कब्जे में लेकर चालक की तलाश शुरू कर दी है। [120,119,336,524]
article-appointment-letter [1135,1316,1512,2101]
article-headline-dev-blocks: विभिन्न विकास खंडों की प्रगति कम पाये जाने पर भड़के डीएम [589,919,898,971]
email-text: voiceoflucknow@gmail.com [7,31,148,43]
article-body: सिद्धार्थनगर। बांसी स्टैंड के पास सोमवार रात दो युवकों के बीच विचित्र विवाद हो गया। विवाद इतना बढ़ा कि एक युवक ने दूसरे के सिर पर बोतल फोड़ दी, जिससे वह गंभीर रूप से घायल हो गया। प्रत्यक्षदर्शियों के अनुसार दोनों युवकों के बीच पहले कहासुनी हुई, फिर मारपीट शुरू हो गई। इसी दौरान आवेश में आए एक युवक ने पास रखी कांच की बोतल उठाकर दूसरे के सिर पर दे मारी। सिर से खून बहता देख मौके पर भीड़ जुट गई। घायल युवक को आनन-फानन में सामुदायिक स्वास्थ्य केंद्र ले जाया गया, जहां से हालत गंभीर होने पर जिला अस्पताल रेफर कर दिया गया। पुलिस ने दोनों पक्षों से पूछताछ शुरू कर दी है। घटना के कारणों का पता लगाया जा रहा है। पुलिस का कहना है कि तहरीर मिलने पर आवश्यक कार्रवाई की जाएगी। क्षेत्र में शांति व्यवस्था बनाए रखने हेतु पुलिस बल तैनात किया गया है। स्थानीय लोगों के अनुसार दोनों युवक आपस में परिचित बताए जा रहे हैं। देर रात तक मामले में किसी पक्ष की ओर से तहरीर नहीं दी गई थी। मामले की जांच जारी है। [911,1835,1130,2366]
article-village-theft [683,1227,1130,1780]
dev-meeting-photo [574,977,802,1221]
header-rule-thin [7,56,1510,57]
article-road-accident-continuation: की गति काफी तेज थी और चालक ने अनियंत्रित होकर टक्कर मारी थी। उनके अनुसार टक्कर की आवाज सुनकर आसपास के लोग मौके पर पहुंचे और पुलिस को सूचना दी गई। शवों का पोस्टमॉर्टम कराया जा रहा है। परिजनों को घटना की सूचना दे दी गई है। [120,545,202,761]
article-leaders-welcome [120,1744,906,2400]
dev-left-block [574,817,914,1221]
brief-headline: ईंट- पत्थर से हमले को लेकर आरोपियों के खिलाफ केस [7,488,107,534]
brief-title: संक्षेप [7,60,108,85]
article-body: अयोध्या। जनपद के प्रभारी मंत्री/कृषि मंत्री श्री सूर्य प्रताप शाही ने जिलाधिकारी एवं पुलिस अधीक्षक के साथ पंचकोसी परिक्रमा मार्ग का स्थलीय निरीक्षण किया। इस दौरान उन्होंने परिक्रमा मार्ग पर साफ-सफाई, पेयजल, प्रकाश व्यवस्था, स्वास्थ्य शिविर एवं सुरक्षा व्यवस्था का जायजा लिया। मंत्री ने निर्देशित किया कि श्रद्धालुओं को किसी प्रकार की असुविधा न हो, इसके लिए सभी विभाग आपसी समन्वय से कार्य करें। परिक्रमा मार्ग के गड्ढों को तत्काल भरवाने तथा बैरिकेडिंग दुरुस्त करने के निर्देश दिए। उन्होंने कहा कि परिक्रमा में लाखों श्रद्धालु आते हैं, अतः व्यवस्थाएं उच्च स्तर की होनी चाहिए। निरीक्षण के दौरान मुख्य विकास अधिकारी समेत कई विभागीय अधिकारी उपस्थित रहे। [1135,2137,1512,2338]
column-divider [910,60,911,2400]
brief-separator [7,1554,108,1555]
page-number: 03 [1468,8,1510,49]
article-top-row [914,60,1512,234]
